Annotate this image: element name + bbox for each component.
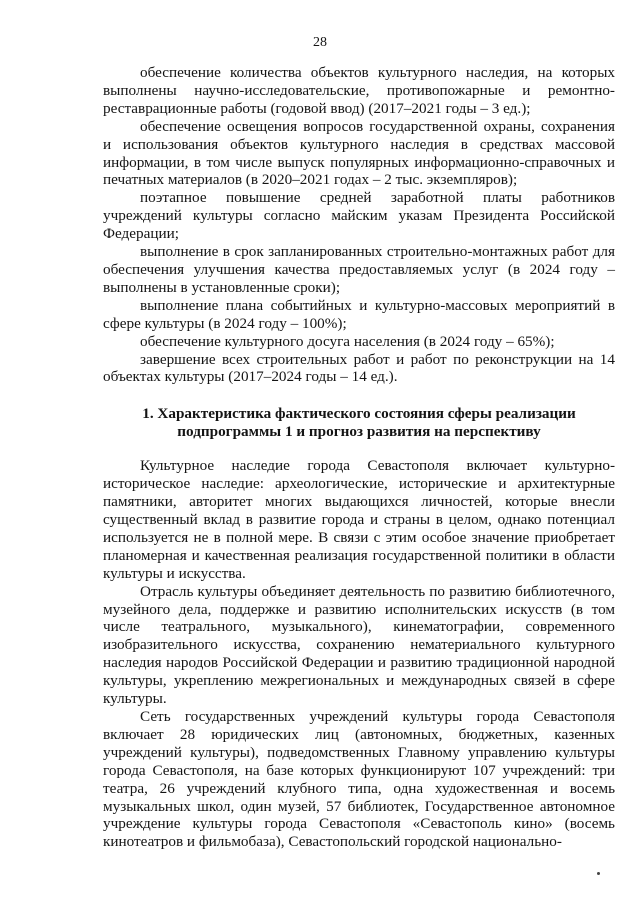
body-paragraph: Сеть государственных учреждений культуры города Севастополя включает 28 юридических лиц (автономных, бюджетных, казенных учреждений культуры), подведомственных Главному управлению культуры города Севастополя, на базе которых функционируют 107 учреждений: три театра, 26 учреждений клубного типа, одна художественная и восемь музыкальных школ, один музей, 57 библиотек, Государственное автономное учреждение культуры города Севастополя «Севастополь кино» (восемь кинотеатров и фильмобаза), Севастопольский городской национально- — [103, 708, 615, 851]
scan-speck — [597, 872, 600, 875]
list-item: обеспечение освещения вопросов государственной охраны, сохранения и использования объектов культурного наследия в средствах массовой информации, в том числе выпуск популярных информационно-справочных и печатных материалов (в 2020–2021 годах – 2 тыс. экземпляров); — [103, 117, 615, 189]
list-item: выполнение в срок запланированных строительно-монтажных работ для обеспечения улучшения качества предоставляемых услуг (в 2024 году – выполнены в установленные сроки); — [103, 243, 615, 296]
body-paragraph: Культурное наследие города Севастополя включает культурно-историческое наследие: археологические, исторические и архитектурные памятники, авторитет многих выдающихся личностей, которые внесли существенный вклад в развитие города и страны в целом, однако потенциал используется не в полной мере. В связи с этим особое значение приобретает планомерная и качественная реализация государственной политики в области культуры и искусства. — [103, 457, 615, 582]
list-item: завершение всех строительных работ и работ по реконструкции на 14 объектах культуры (2017–2024 годы – 14 ед.). — [103, 350, 615, 386]
list-item: поэтапное повышение средней заработной платы работников учреждений культуры согласно майским указам Президента Российской Федерации; — [103, 189, 615, 243]
body-paragraph: Отрасль культуры объединяет деятельность по развитию библиотечного, музейного дела, поддержке и развитию исполнительских искусств (в том числе театрального, музыкального), кинематографии, современного изобразительного искусства, сохранению нематериального культурного наследия народов Российской Федерации и развитию традиционной народной культуры, укреплению межрегиональных и международных связей в сфере культуры. — [103, 582, 615, 708]
section-heading — [103, 405, 615, 441]
list-item: обеспечение культурного досуга населения (в 2024 году – 65%); — [140, 332, 555, 350]
list-item: выполнение плана событийных и культурно-массовых мероприятий в сфере культуры (в 2024 году – 100%); — [103, 296, 615, 332]
section-heading-line: подпрограммы 1 и прогноз развития на перспективу — [177, 423, 541, 441]
section-heading-line: 1. Характеристика фактического состояния сферы реализации — [142, 405, 576, 423]
document-body — [103, 64, 615, 851]
page-number: 28 — [313, 35, 327, 50]
list-item: обеспечение количества объектов культурного наследия, на которых выполнены научно-исследовательские, противопожарные и ремонтно-реставрационные работы (годовой ввод) (2017–2021 годы – 3 ед.); — [103, 64, 615, 117]
